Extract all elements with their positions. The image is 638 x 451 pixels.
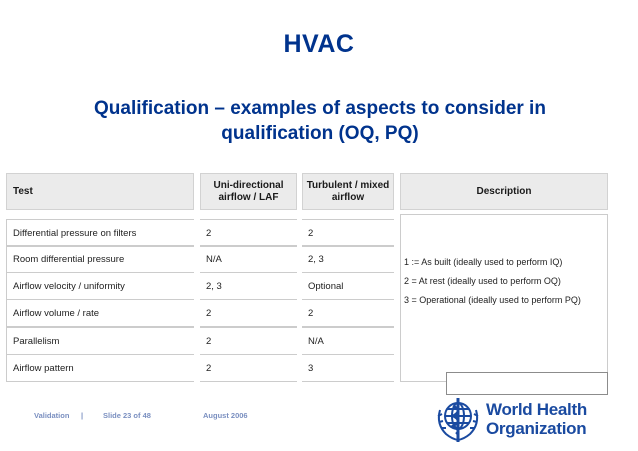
empty-text-box	[446, 372, 608, 395]
row-2-unidirectional: N/A	[200, 245, 297, 273]
row-2-turbulent: 2, 3	[302, 245, 394, 273]
who-emblem-icon	[432, 394, 484, 444]
footer-separator: |	[81, 411, 84, 420]
row-5-turbulent: N/A	[302, 327, 394, 355]
row-6-unidirectional: 2	[200, 354, 297, 382]
header-unidirectional	[200, 173, 297, 210]
logo-text-line-1: World Health	[486, 400, 587, 419]
row-6-test: Airflow pattern	[6, 354, 194, 382]
header-description: Description	[400, 173, 608, 210]
footer-date: August 2006	[203, 411, 248, 420]
row-3-test: Airflow velocity / uniformity	[6, 272, 194, 300]
footer-slide-number: Slide 23 of 48	[103, 411, 151, 420]
header-turbulent-line-2: airflow	[331, 191, 365, 203]
row-4-unidirectional: 2	[200, 299, 297, 327]
header-unidirectional-line-1: Uni-directional	[213, 179, 284, 191]
row-5-unidirectional: 2	[200, 327, 297, 355]
subtitle-line-2: qualification (OQ, PQ)	[221, 123, 419, 144]
row-4-test: Airflow volume / rate	[6, 299, 194, 327]
row-1-unidirectional: 2	[200, 219, 297, 247]
row-3-turbulent: Optional	[302, 272, 394, 300]
header-test: Test	[6, 173, 194, 210]
row-6-turbulent: 3	[302, 354, 394, 382]
row-2-test: Room differential pressure	[6, 245, 194, 273]
header-turbulent	[302, 173, 394, 210]
slide-subtitle	[40, 96, 600, 146]
description-line-2: 2 = At rest (ideally used to perform OQ)	[404, 276, 561, 286]
header-unidirectional-line-2: airflow / LAF	[218, 191, 279, 203]
row-3-unidirectional: 2, 3	[200, 272, 297, 300]
slide-title: HVAC	[283, 30, 355, 58]
subtitle-line-1: Qualification – examples of aspects to consider in	[94, 98, 546, 119]
row-1-turbulent: 2	[302, 219, 394, 247]
description-line-1: 1 := As built (ideally used to perform IQ)	[404, 257, 563, 267]
logo-text-line-2: Organization	[486, 419, 587, 438]
row-4-turbulent: 2	[302, 299, 394, 327]
row-5-test: Parallelism	[6, 327, 194, 355]
header-turbulent-line-1: Turbulent / mixed	[306, 179, 390, 191]
footer-module: Validation	[34, 411, 70, 420]
description-line-3: 3 = Operational (ideally used to perform PQ)	[404, 295, 581, 305]
row-1-test: Differential pressure on filters	[6, 219, 194, 247]
